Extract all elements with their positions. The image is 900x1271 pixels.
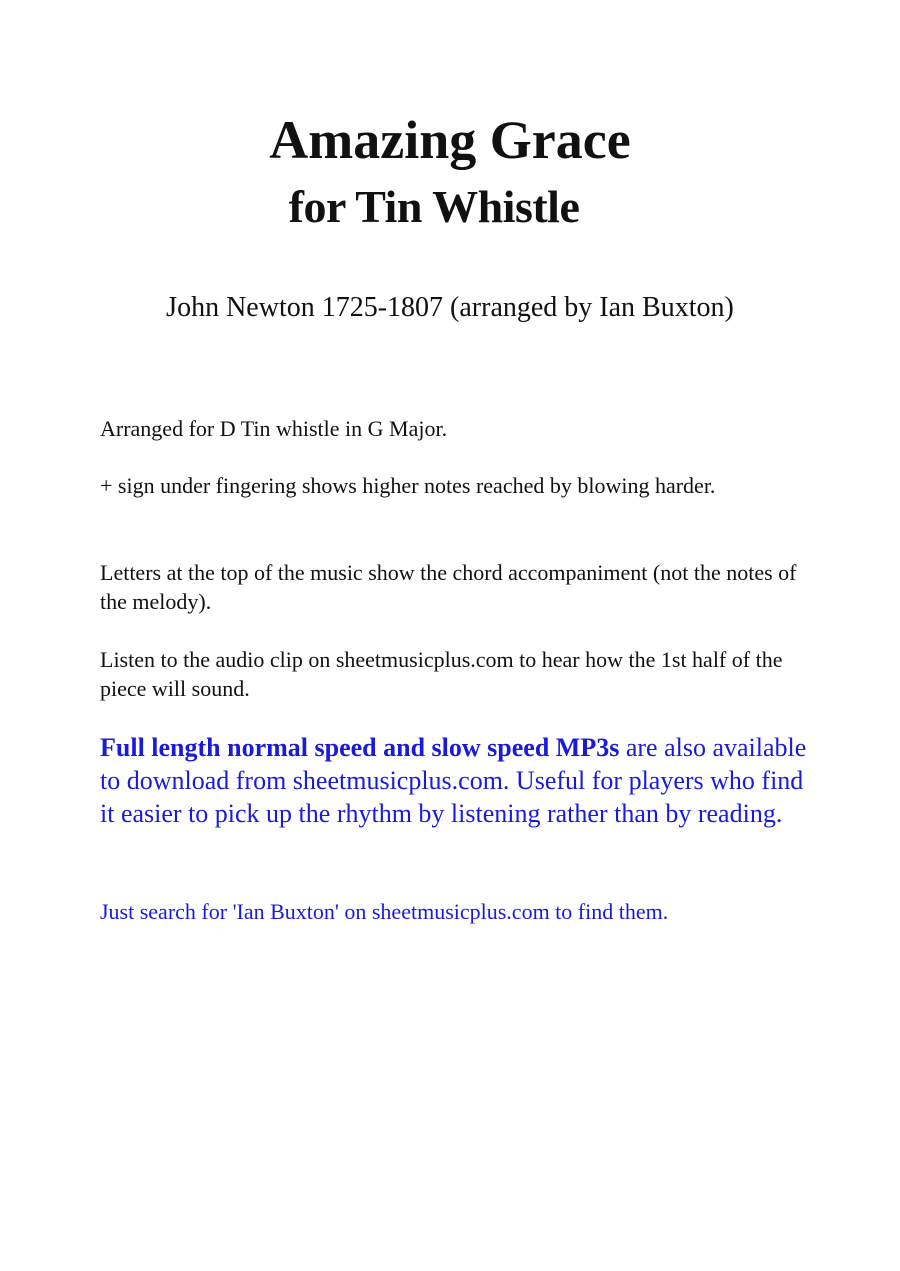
- key-note: Arranged for D Tin whistle in G Major.: [100, 416, 448, 441]
- plus-sign-note: + sign under fingering shows higher notes reached by blowing harder.: [100, 473, 716, 498]
- page-subtitle: for Tin Whistle: [288, 181, 580, 232]
- search-hint: Just search for 'Ian Buxton' on sheetmusicplus.com to find them.: [100, 899, 669, 924]
- chord-letters-note: Letters at the top of the music show the chord accompaniment (not the notes of the melody).: [100, 560, 797, 614]
- page-title: Amazing Grace: [269, 110, 631, 170]
- audio-clip-note: Listen to the audio clip on sheetmusicplus.com to hear how the 1st half of the piece will sound.: [100, 647, 783, 701]
- mp3-info-bold-lead: Full length normal speed and slow speed MP3s: [100, 733, 620, 762]
- mp3-info-rest: are also available to download from sheetmusicplus.com. Useful for players who find it easier to pick up the rhythm by listening rather than by reading.: [100, 733, 807, 828]
- composer-line: John Newton 1725-1807 (arranged by Ian Buxton): [166, 292, 734, 323]
- mp3-info-paragraph: [100, 731, 820, 830]
